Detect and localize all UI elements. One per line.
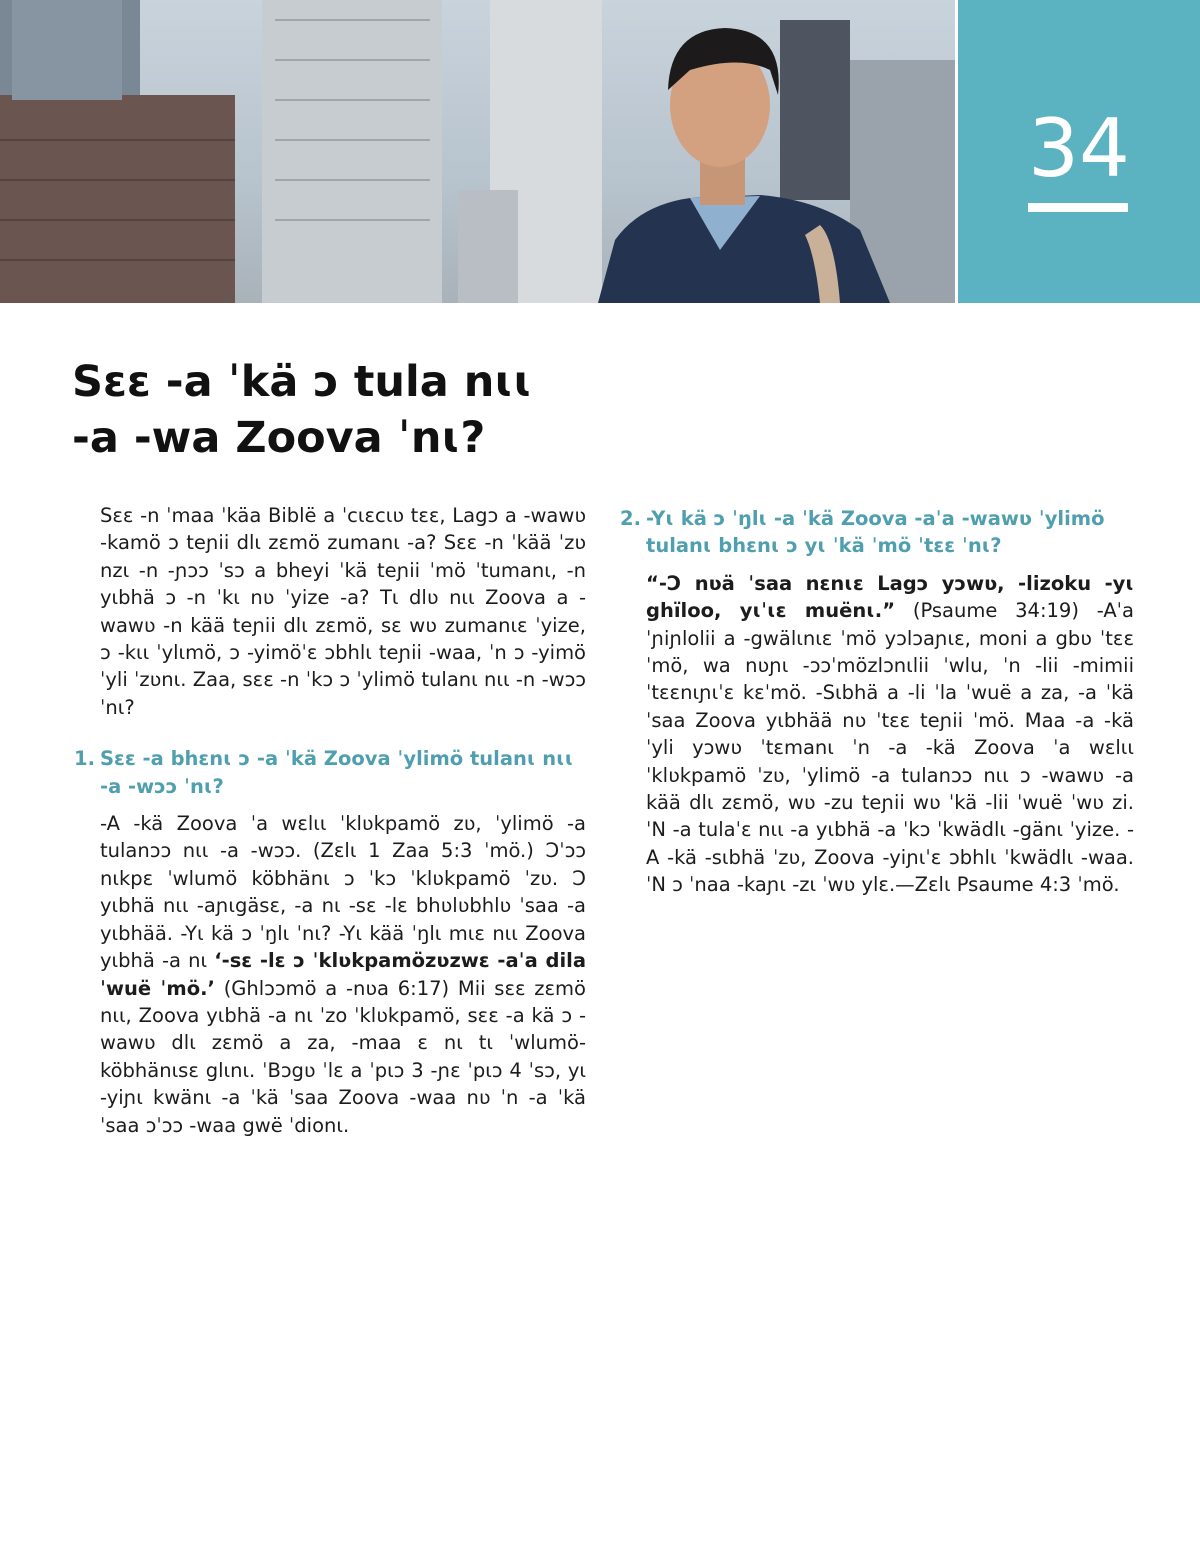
city-skyline-illustration [0,0,955,303]
page-title [72,354,632,466]
answer-2-paragraph [620,570,1134,899]
question-2-number: 2. [620,507,641,530]
left-column [74,502,586,1139]
hero-photo [0,0,955,303]
lesson-number: 34 [1028,102,1130,195]
answer-1-text-continued: (Ghlɔɔmö a -nʋa 6:17) Mii sɛɛ zɛmö nɩɩ, Zoova yɩbhä -a nɩ ˈzo ˈklʋkpamö, sɛɛ -a kä ɔ -wawʋ dlɩ zɛmö a za, -maa ɛ nɩ tɩ ˈwlumököbhänɩsɛ glɩnɩ. ˈBɔgʋ ˈlɛ a ˈpɩɔ 3 -ɲɛ ˈpɩɔ 4 ˈsɔ, yɩ -yiɲɩ kwänɩ -a ˈkä ˈsaa Zoova -waa nʋ ˈn -a ˈkä ˈsaa ɔˈɔɔ -waa gwë ˈdionɩ. [100,976,586,1137]
answer-2-scripture-quote: “-Ɔ nʋä ˈsaa nɛnɩɛ Lagɔ yɔwʋ, -lizoku -yɩ ghïloo, yɩˈɩɛ muënɩ.” [646,571,1134,623]
answer-1-scripture-quote: ‘-sɛ -lɛ ɔ ˈklʋkpamözʋzwɛ -aˈa dila ˈwuë ˈmö.’ [100,949,586,1000]
title-line-1: Sɛɛ -a ˈkä ɔ tula nɩɩ [72,357,533,407]
answer-1-paragraph [100,810,586,1139]
intro-paragraph: Sɛɛ -n ˈmaa ˈkäa Biblë a ˈcɩɛcɩʋ tɛɛ, Lagɔ a -wawʋ -kamö ɔ teɲii dlɩ zɛmö zumanɩ -a? Sɛɛ -n ˈkää ˈzʋ nzɩ -n -ɲɔɔ ˈsɔ a bheyi ˈkä teɲii ˈmö ˈtumanɩ, -n yɩbhä ɔ -n ˈkɩ nʋ ˈyize -a? Tɩ dlʋ nɩɩ Zoova a -wawʋ -n kää teɲii dlɩ zɛmö, sɛ wʋ zumanɩɛ ˈyize, ɔ -kɩɩ ˈylɩmö, ɔ -yimöˈɛ ɔbhlɩ teɲii -waa, ˈn ɔ -yimö ˈyli ˈzʋnɩ. Zaa, sɛɛ -n ˈkɔ ɔ ˈylimö tulanɩ nɩɩ -n -wɔɔ ˈnɩ? [100,504,586,719]
question-1 [74,745,586,800]
answer-2-text: (Psaume 34:19) -Aˈa ˈɲiɲlolii a -gwälɩnɩɛ ˈmö yɔlɔaɲɩɛ, moni a gbʋ ˈtɛɛ ˈmö, wa nʋɲɩ -ɔɔˈmözlɔnɩlii ˈwlu, ˈn -lii -mimii ˈtɛɛnɩɲɩˈɛ kɛˈmö. -Sɩbhä a -li ˈla ˈwuë a za, -a ˈkä ˈsaa Zoova yɩbhää nʋ ˈtɛɛ teɲii ˈmö. Maa -a -kä ˈyli yɔwʋ ˈtɛmanɩ ˈn -a -kä Zoova ˈa wɛlɩɩ ˈklʋkpamö ˈzʋ, ˈylimö -a tulanɔɔ nɩɩ ɔ -wawʋ -a kää dlɩ zɛmö, wʋ -zu teɲii wʋ ˈkä -lii ˈwuë ˈwʋ zi. ˈN -a tulaˈɛ nɩɩ -a yɩbhä -a ˈkɔ ˈkwädlɩ -gänɩ ˈyize. -A -kä -sɩbhä ˈzʋ, Zoova -yiɲɩˈɛ ɔbhlɩ ˈkwädlɩ -waa. ˈN ɔ ˈnaa -kaɲɩ -zɩ ˈwʋ ylɛ.—Zɛlɩ Psaume 4:3 ˈmö. [646,599,1134,897]
question-1-text: Sɛɛ -a bhɛnɩ ɔ -a ˈkä Zoova ˈylimö tulanɩ nɩɩ -a -wɔɔ ˈnɩ? [100,747,574,798]
question-2-text: -Yɩ kä ɔ ˈŋlɩ -a ˈkä Zoova -aˈa -wawʋ ˈylimö tulanɩ bhɛnɩ ɔ yɩ ˈkä ˈmö ˈtɛɛ ˈnɩ? [646,507,1105,558]
question-2 [620,505,1134,560]
title-line-2: -a -wa Zoova ˈnɩ? [72,413,486,463]
badge-underline [1028,203,1128,212]
lesson-number-badge [958,0,1200,303]
right-column [620,505,1134,899]
question-1-number: 1. [74,747,95,771]
answer-1-text: -A -kä Zoova ˈa wɛlɩɩ ˈklʋkpamö zʋ, ˈylimö -a tulanɔɔ nɩɩ -a -wɔɔ. (Zɛlɩ 1 Zaa 5:3 ˈmö.) Ɔˈɔɔ nɩkpɛ ˈwlumö köbhänɩ ɔ ˈkɔ ˈklʋkpamö ˈzʋ. Ɔ yɩbhä nɩɩ -aɲɩgäsɛ, -a nɩ -sɛ -lɛ bhʋlʋbhlʋ ˈsaa -a yɩbhää. -Yɩ kä ɔ ˈŋlɩ ˈnɩ? -Yɩ kää ˈŋlɩ mɩɛ nɩɩ Zoova yɩbhä -a nɩ [100,812,586,973]
